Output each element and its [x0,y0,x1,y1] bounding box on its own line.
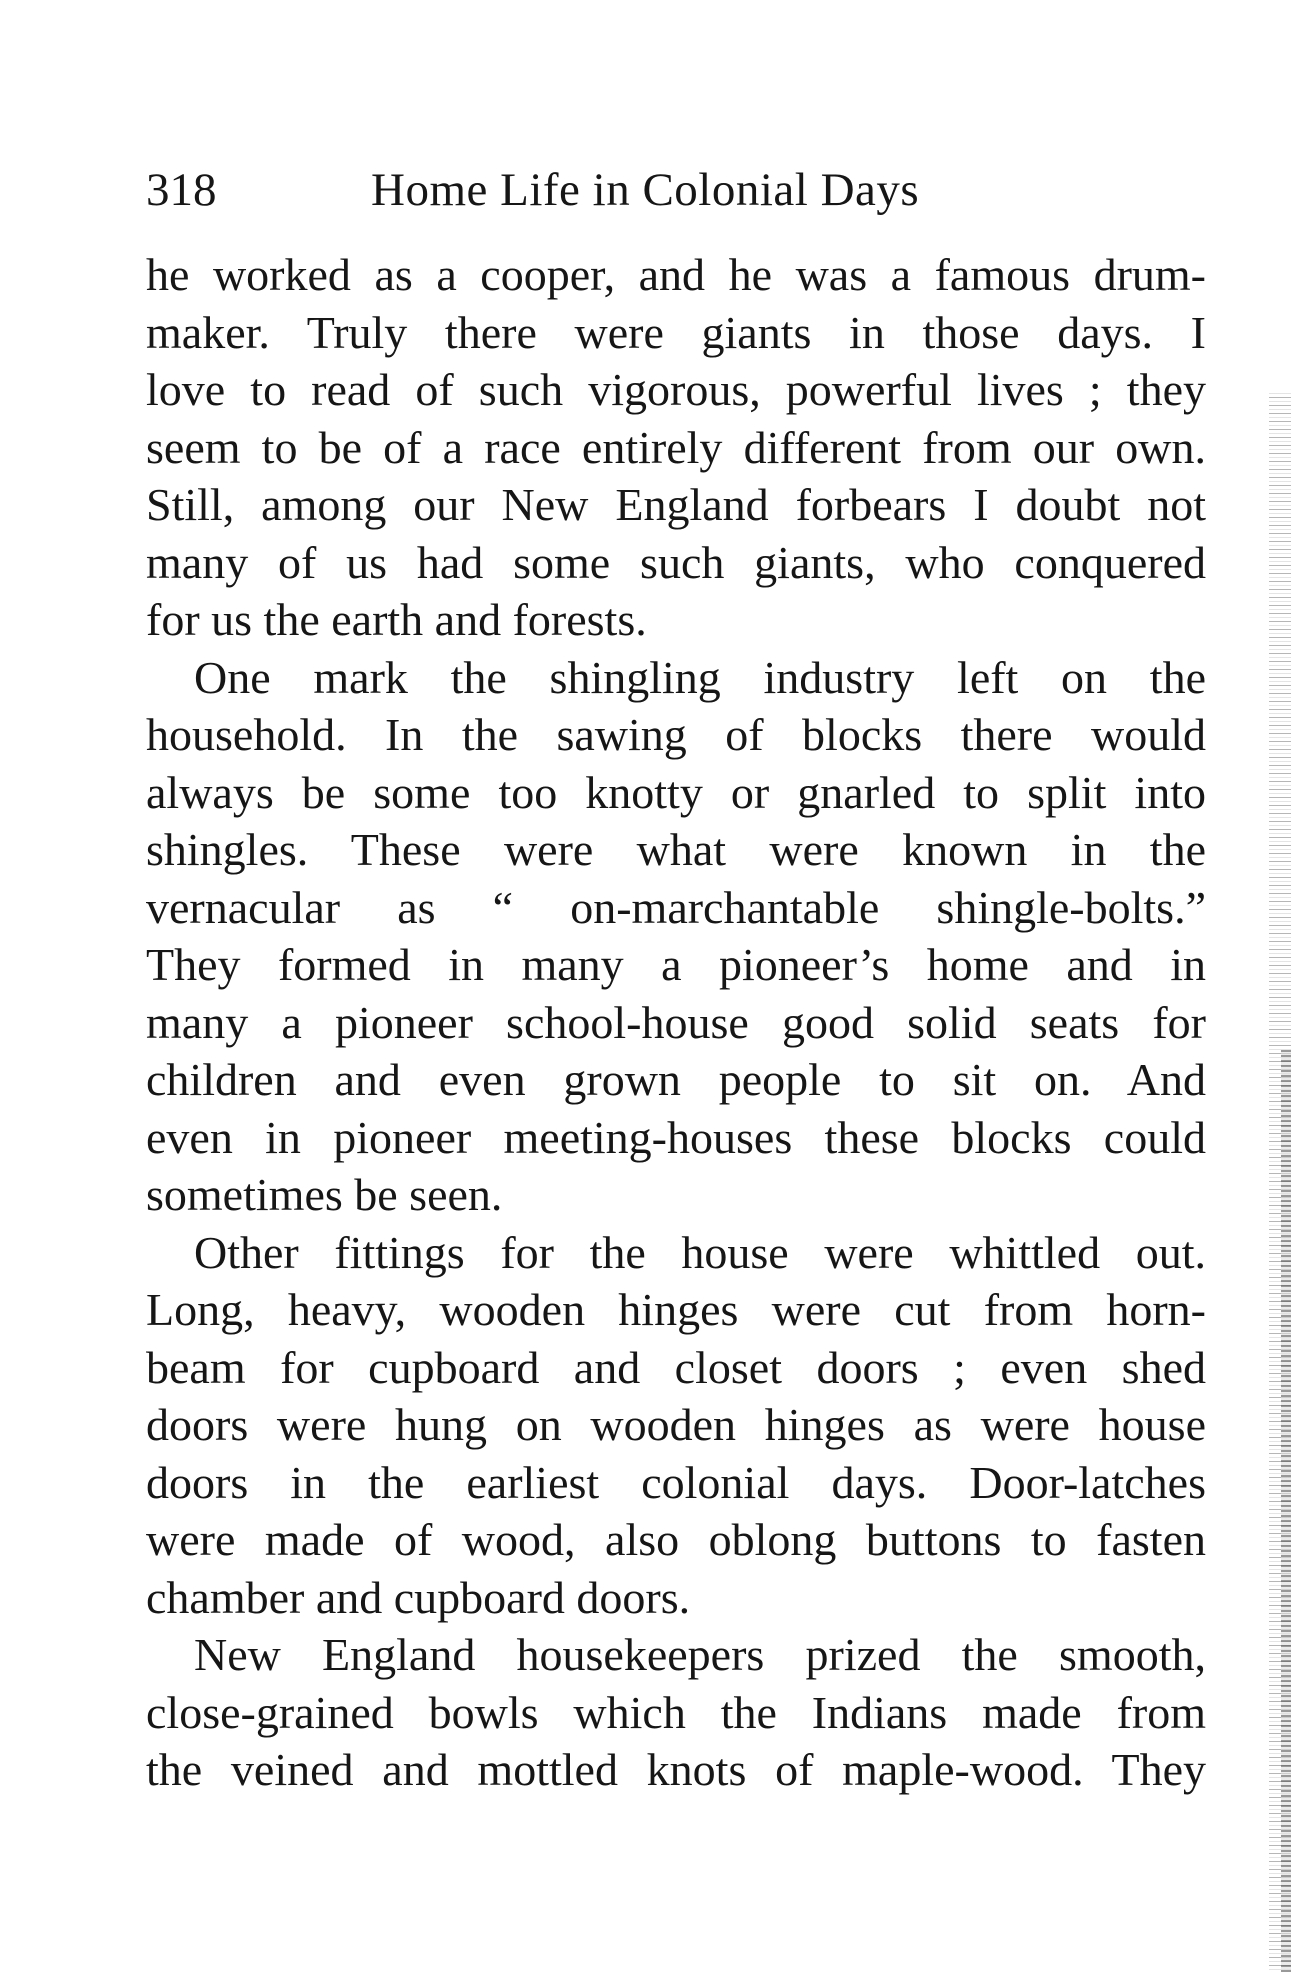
text-line: doors were hung on wooden hinges as were house [146,1399,1206,1450]
text-line: love to read of such vigorous, powerful lives ; they [146,364,1206,415]
text-line: he worked as a cooper, and he was a famous drum- [146,249,1206,300]
text-line: were made of wood, also oblong buttons to fasten [146,1514,1206,1565]
text-line: seem to be of a race entirely different from our own. [146,421,1206,473]
text-line: many a pioneer school-house good solid seats for [146,996,1206,1048]
text-line: for us the earth and forests. [146,594,647,645]
text-line: They formed in many a pioneer’s home and in [146,939,1206,990]
text-line: doors in the earliest colonial days. Door-latches [146,1456,1206,1508]
text-line: the veined and mottled knots of maple-wood. They [146,1744,1206,1795]
text-line: Other fittings for the house were whittled out. [194,1226,1206,1278]
running-head: Home Life in Colonial Days [371,164,920,216]
page-header [146,160,1246,220]
text-line: shingles. These were what were known in the [146,824,1206,875]
text-line: close-grained bowls which the Indians made from [146,1686,1206,1738]
text-line: many of us had some such giants, who conquered [146,536,1206,588]
paragraph-2 [146,649,1206,1224]
paragraph-4 [146,1626,1206,1799]
body-text [146,246,1206,1799]
text-line: chamber and cupboard doors. [146,1571,691,1623]
text-line: maker. Truly there were giants in those days. I [146,306,1206,358]
text-line: Still, among our New England forbears I doubt not [146,479,1206,530]
page-binding-shadow [1281,1050,1291,1972]
page-number: 318 [146,164,217,216]
text-line: even in pioneer meeting-houses these blocks could [146,1111,1206,1163]
text-line: Long, heavy, wooden hinges were cut from horn- [146,1284,1206,1335]
text-line: beam for cupboard and closet doors ; even shed [146,1341,1206,1393]
text-line: children and even grown people to sit on. And [146,1054,1206,1105]
text-line: household. In the sawing of blocks there would [146,709,1206,760]
paragraph-3 [146,1224,1206,1627]
paragraph-1 [146,246,1206,649]
text-line: always be some too knotty or gnarled to split into [146,766,1206,818]
text-line: New England housekeepers prized the smooth, [194,1629,1206,1680]
text-line: vernacular as “ on-marchantable shingle-bolts.” [146,881,1206,933]
text-line: sometimes be seen. [146,1169,503,1220]
text-line: One mark the shingling industry left on the [194,651,1206,703]
